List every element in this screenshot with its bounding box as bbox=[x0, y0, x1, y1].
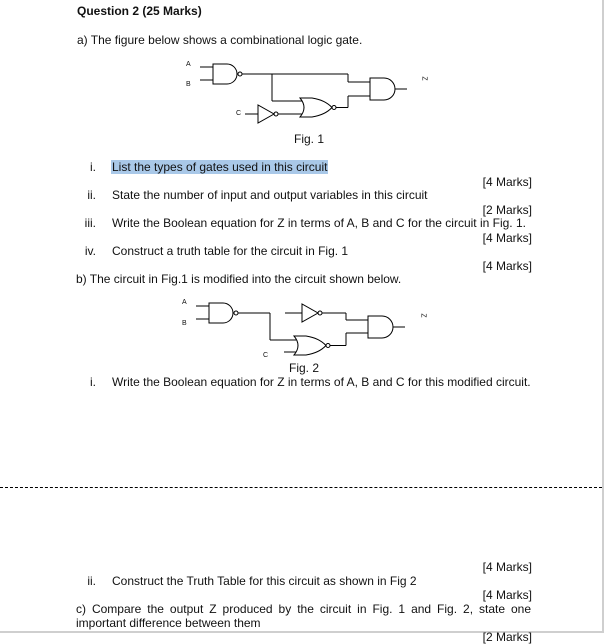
part-b-intro: b) The circuit in Fig.1 is modified into the circuit shown below. bbox=[76, 272, 402, 286]
fig1-input-c: C bbox=[236, 110, 242, 117]
part-a-intro: a) The figure below shows a combinational logic gate. bbox=[77, 33, 363, 47]
part-c-text: c) Compare the output Z produced by the circuit in Fig. 1 and Fig. 2, state one important difference between them bbox=[76, 602, 531, 630]
fig2-nand-bubble bbox=[234, 311, 238, 315]
fig2-output-z: Z bbox=[419, 313, 427, 318]
item-text-highlighted[interactable]: List the types of gates used in this circuit bbox=[112, 160, 328, 174]
item-text: Write the Boolean equation for Z in terms of A, B and C for this modified circuit. bbox=[112, 375, 531, 389]
fig2-input-a: A bbox=[182, 299, 187, 306]
fig1-caption: Fig. 1 bbox=[294, 132, 325, 146]
item-marks: [4 Marks] bbox=[482, 231, 532, 245]
question-title: Question 2 (25 Marks) bbox=[77, 4, 202, 18]
item-marks: [4 Marks] bbox=[482, 175, 532, 189]
fig2-input-c: C bbox=[263, 352, 269, 359]
fig2-nor-gate bbox=[294, 336, 326, 355]
item-number: ii. bbox=[87, 188, 96, 202]
item-number: ii. bbox=[87, 574, 96, 588]
item-marks: [2 Marks] bbox=[482, 203, 532, 217]
item-text: State the number of input and output variables in this circuit bbox=[112, 188, 428, 202]
fig2-not-gate bbox=[302, 304, 318, 322]
item-number: i. bbox=[90, 375, 96, 389]
item-number: iii. bbox=[84, 216, 96, 230]
fig2-caption: Fig. 2 bbox=[289, 361, 320, 375]
fig1-input-b: B bbox=[186, 81, 191, 88]
fig2-nand-gate bbox=[209, 303, 233, 323]
item-text: Write the Boolean equation for Z in terms of A, B and C for the circuit in Fig. 1. bbox=[112, 216, 526, 230]
fig1-output-z: Z bbox=[420, 76, 428, 81]
fig2-input-b: B bbox=[182, 320, 187, 327]
item-number: i. bbox=[90, 160, 96, 174]
item-number: iv. bbox=[84, 244, 96, 258]
fig1-input-a: A bbox=[186, 61, 191, 68]
part-b-item-1-marks: [4 Marks] bbox=[482, 560, 532, 574]
item-marks: [4 Marks] bbox=[482, 588, 532, 602]
item-text: Construct a truth table for the circuit in Fig. 1 bbox=[112, 244, 349, 258]
part-c-marks: [2 Marks] bbox=[482, 630, 532, 644]
page-break-line bbox=[0, 487, 602, 488]
item-marks: [4 Marks] bbox=[482, 259, 532, 273]
item-text: Construct the Truth Table for this circuit as shown in Fig 2 bbox=[112, 574, 417, 588]
fig2-and-gate bbox=[368, 316, 393, 338]
